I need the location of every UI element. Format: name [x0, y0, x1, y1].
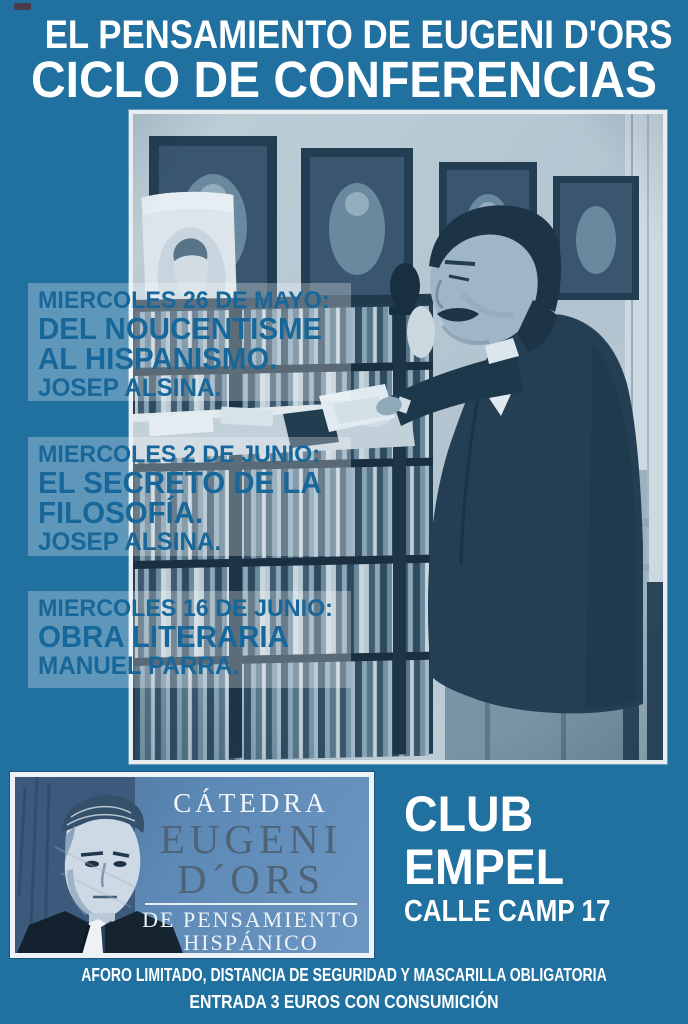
event-title-line: EL SECRETO DE LA: [38, 465, 322, 500]
event-card-1: [28, 283, 351, 401]
event-speaker: JOSEP ALSINA.: [38, 374, 222, 402]
print-artifact: [14, 3, 31, 10]
venue-block: [404, 788, 650, 928]
logo-line-catedra: CÁTEDRA: [173, 788, 329, 818]
event-card-3: [28, 591, 351, 688]
catedra-logo-text: [133, 777, 369, 954]
logo-line-hispanico: HISPÁNICO: [183, 930, 319, 955]
event-speaker: MANUEL PARRA.: [38, 652, 240, 680]
catedra-logo: [10, 772, 374, 958]
footer-restrictions: AFORO LIMITADO, DISTANCIA DE SEGURIDAD Y MASCARILLA OBLIGATORIA: [81, 965, 607, 985]
event-date: MIERCOLES 26 DE MAYO:: [38, 287, 330, 314]
venue-empel: EMPEL: [404, 839, 565, 895]
poster-title-line2: CICLO DE CONFERENCIAS: [31, 51, 657, 108]
poster-title-line1: EL PENSAMIENTO DE EUGENI D'ORS: [44, 13, 673, 57]
logo-line-dors: D´ORS: [176, 856, 326, 902]
event-card-2: [28, 437, 351, 556]
event-title-line: FILOSOFÍA.: [38, 495, 204, 530]
poster-footer: [0, 962, 688, 1015]
event-date: MIERCOLES 16 DE JUNIO:: [38, 595, 333, 622]
footer-price: ENTRADA 3 EUROS CON CONSUMICIÓN: [189, 992, 499, 1012]
venue-club: CLUB: [404, 786, 534, 842]
logo-line-pensamiento: DE PENSAMIENTO: [142, 907, 360, 932]
venue-address: CALLE CAMP 17: [404, 893, 611, 928]
poster-header: [0, 13, 688, 108]
event-title-line: OBRA LITERARIA: [38, 619, 289, 654]
logo-divider: [145, 903, 357, 905]
event-title-line: DEL NOUCENTISME: [38, 311, 323, 346]
event-date: MIERCOLES 2 DE JUNIO:: [38, 441, 320, 468]
event-title-line: AL HISPANISMO.: [38, 341, 278, 376]
logo-line-eugeni: EUGENI: [159, 816, 343, 862]
event-speaker: JOSEP ALSINA.: [38, 528, 222, 556]
